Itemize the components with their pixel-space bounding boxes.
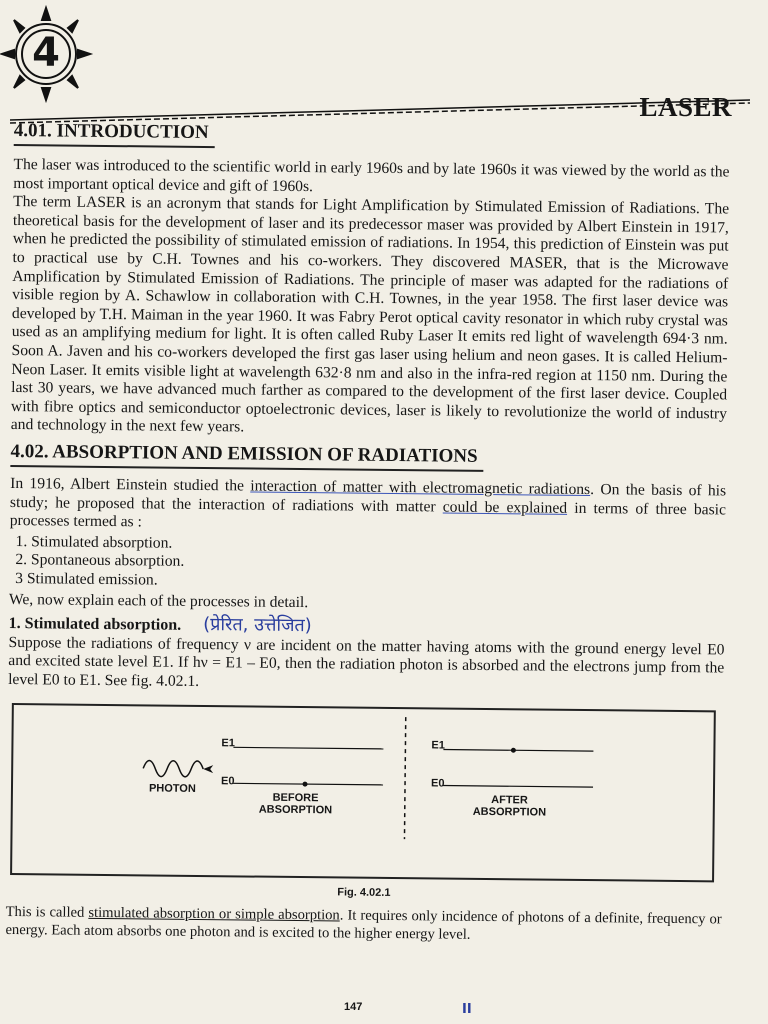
subheading-stimulated-absorption: 1. Stimulated absorption. (8, 614, 182, 634)
figure-caption: Fig. 4.02.1 (337, 886, 391, 900)
list-item: 3 Stimulated emission. (15, 570, 158, 589)
level-e0-after (443, 786, 593, 788)
level-label-e1: E1 (431, 739, 445, 752)
page-body (5, 118, 730, 947)
level-e1-after (443, 750, 593, 752)
section-heading-absorption: 4.02. ABSORPTION AND EMISSION OF RADIATIONS (10, 439, 483, 472)
chapter-number: 4 (32, 30, 60, 76)
chapter-title: LASER (639, 92, 732, 122)
explain-line: We, now explain each of the processes in detail. (8, 591, 309, 612)
level-label-e0: E0 (430, 777, 445, 790)
intro-paragraph-2: The term LASER is an acronym that stands for Light Amplification by Stimulated Emission of Radiations. The theoretical basis for the development of laser and its predecessor maser was provided by Albert Einstein in 1917, when he predicted the possibility of stimulated emission of radiations. In 1954, this prediction of Einstein was put to practical use by C.H. Townes and his co-workers. They discovered MASER, that is the Microwave Amplification by Stimulated Emission of Radiations. The principle of maser was adapted for the radiations of visible region by A. Schawlow in collaboration with C.H. Townes, in the year 1958. The first laser device was developed by T.H. Maiman in the year 1960. It was Fabry Perot optical cavity resonator in which ruby crystal was used as an amplifying medium for light. It is often called Ruby Laser It emits red light of wavelength 694·3 nm. Soon A. Javen and his co-workers developed the first gas laser using helium and neon gases. It is called Helium-Neon Laser. It emits visible light at wavelength 632·8 nm and also in the infra-red region at 1150 nm. During the last 30 years, we have advanced much farther as compared to the development of the first laser device. Coupled with fibre optics and semiconductor optoelectronic devices, laser is likely to revolutionize the world of industry and technology in the next few years. (10, 193, 730, 436)
closing-paragraph: This is called stimulated absorption or simple absorption. It requires only incidence of photons of a definite, frequency or energy. Each atom absorbs one photon and is excited to the higher energy level. (5, 904, 722, 944)
list-item: 1. Stimulated absorption. (15, 532, 173, 552)
closing-section (5, 903, 721, 946)
process-list (15, 533, 726, 597)
level-e0-before (233, 784, 383, 786)
level-label-e0: E0 (220, 775, 235, 788)
level-label-e1: E1 (221, 737, 235, 750)
energy-level-diagram (12, 705, 714, 880)
list-item: 2. Spontaneous absorption. (15, 551, 185, 571)
arrow-icon (203, 765, 213, 773)
after-absorption-label: AFTER ABSORPTION (472, 794, 547, 820)
underlined-phrase: could be explained (442, 498, 568, 517)
absorption-section (8, 439, 727, 697)
underlined-phrase: interaction of matter with electromagnetic radiations (250, 477, 591, 498)
absorption-paragraph-2: Suppose the radiations of frequency ν are incident on the matter having atoms with the ground energy level E0 and excited state level E1. If hν = E1 – E0, then the radiation photon is absorbed and the electrons jump from the level E0 to E1. See fig. 4.02.1. (8, 633, 725, 690)
intro-paragraph-1: The laser was introduced to the scientific world in early 1960s and by late 1960s it was viewed by the world as the most important optical device and gift of 1960s. (13, 155, 730, 195)
handwritten-note: (प्रेरित, उत्तेजित) (203, 613, 312, 636)
photon-label: PHOTON (148, 782, 196, 796)
electron-dot (303, 782, 308, 787)
figure-box (10, 703, 716, 882)
photon-wave-icon (143, 761, 203, 778)
introduction-section (11, 118, 730, 442)
before-absorption-label: BEFORE ABSORPTION (258, 792, 333, 817)
section-heading-introduction: 4.01. INTRODUCTION (14, 118, 215, 148)
electron-dot (511, 748, 516, 753)
page-number: 147 (344, 1001, 363, 1013)
absorption-paragraph-1: In 1916, Albert Einstein studied the interaction of matter with electromagnetic radiations. On the basis of his study; he proposed that the interaction of radiations with matter could be explained in terms of three basic processes termed as : (9, 474, 727, 531)
margin-mark: II (462, 1002, 472, 1017)
divider-line (404, 718, 405, 840)
level-e1-before (233, 748, 383, 750)
underlined-phrase: stimulated absorption or simple absorption (88, 905, 340, 924)
